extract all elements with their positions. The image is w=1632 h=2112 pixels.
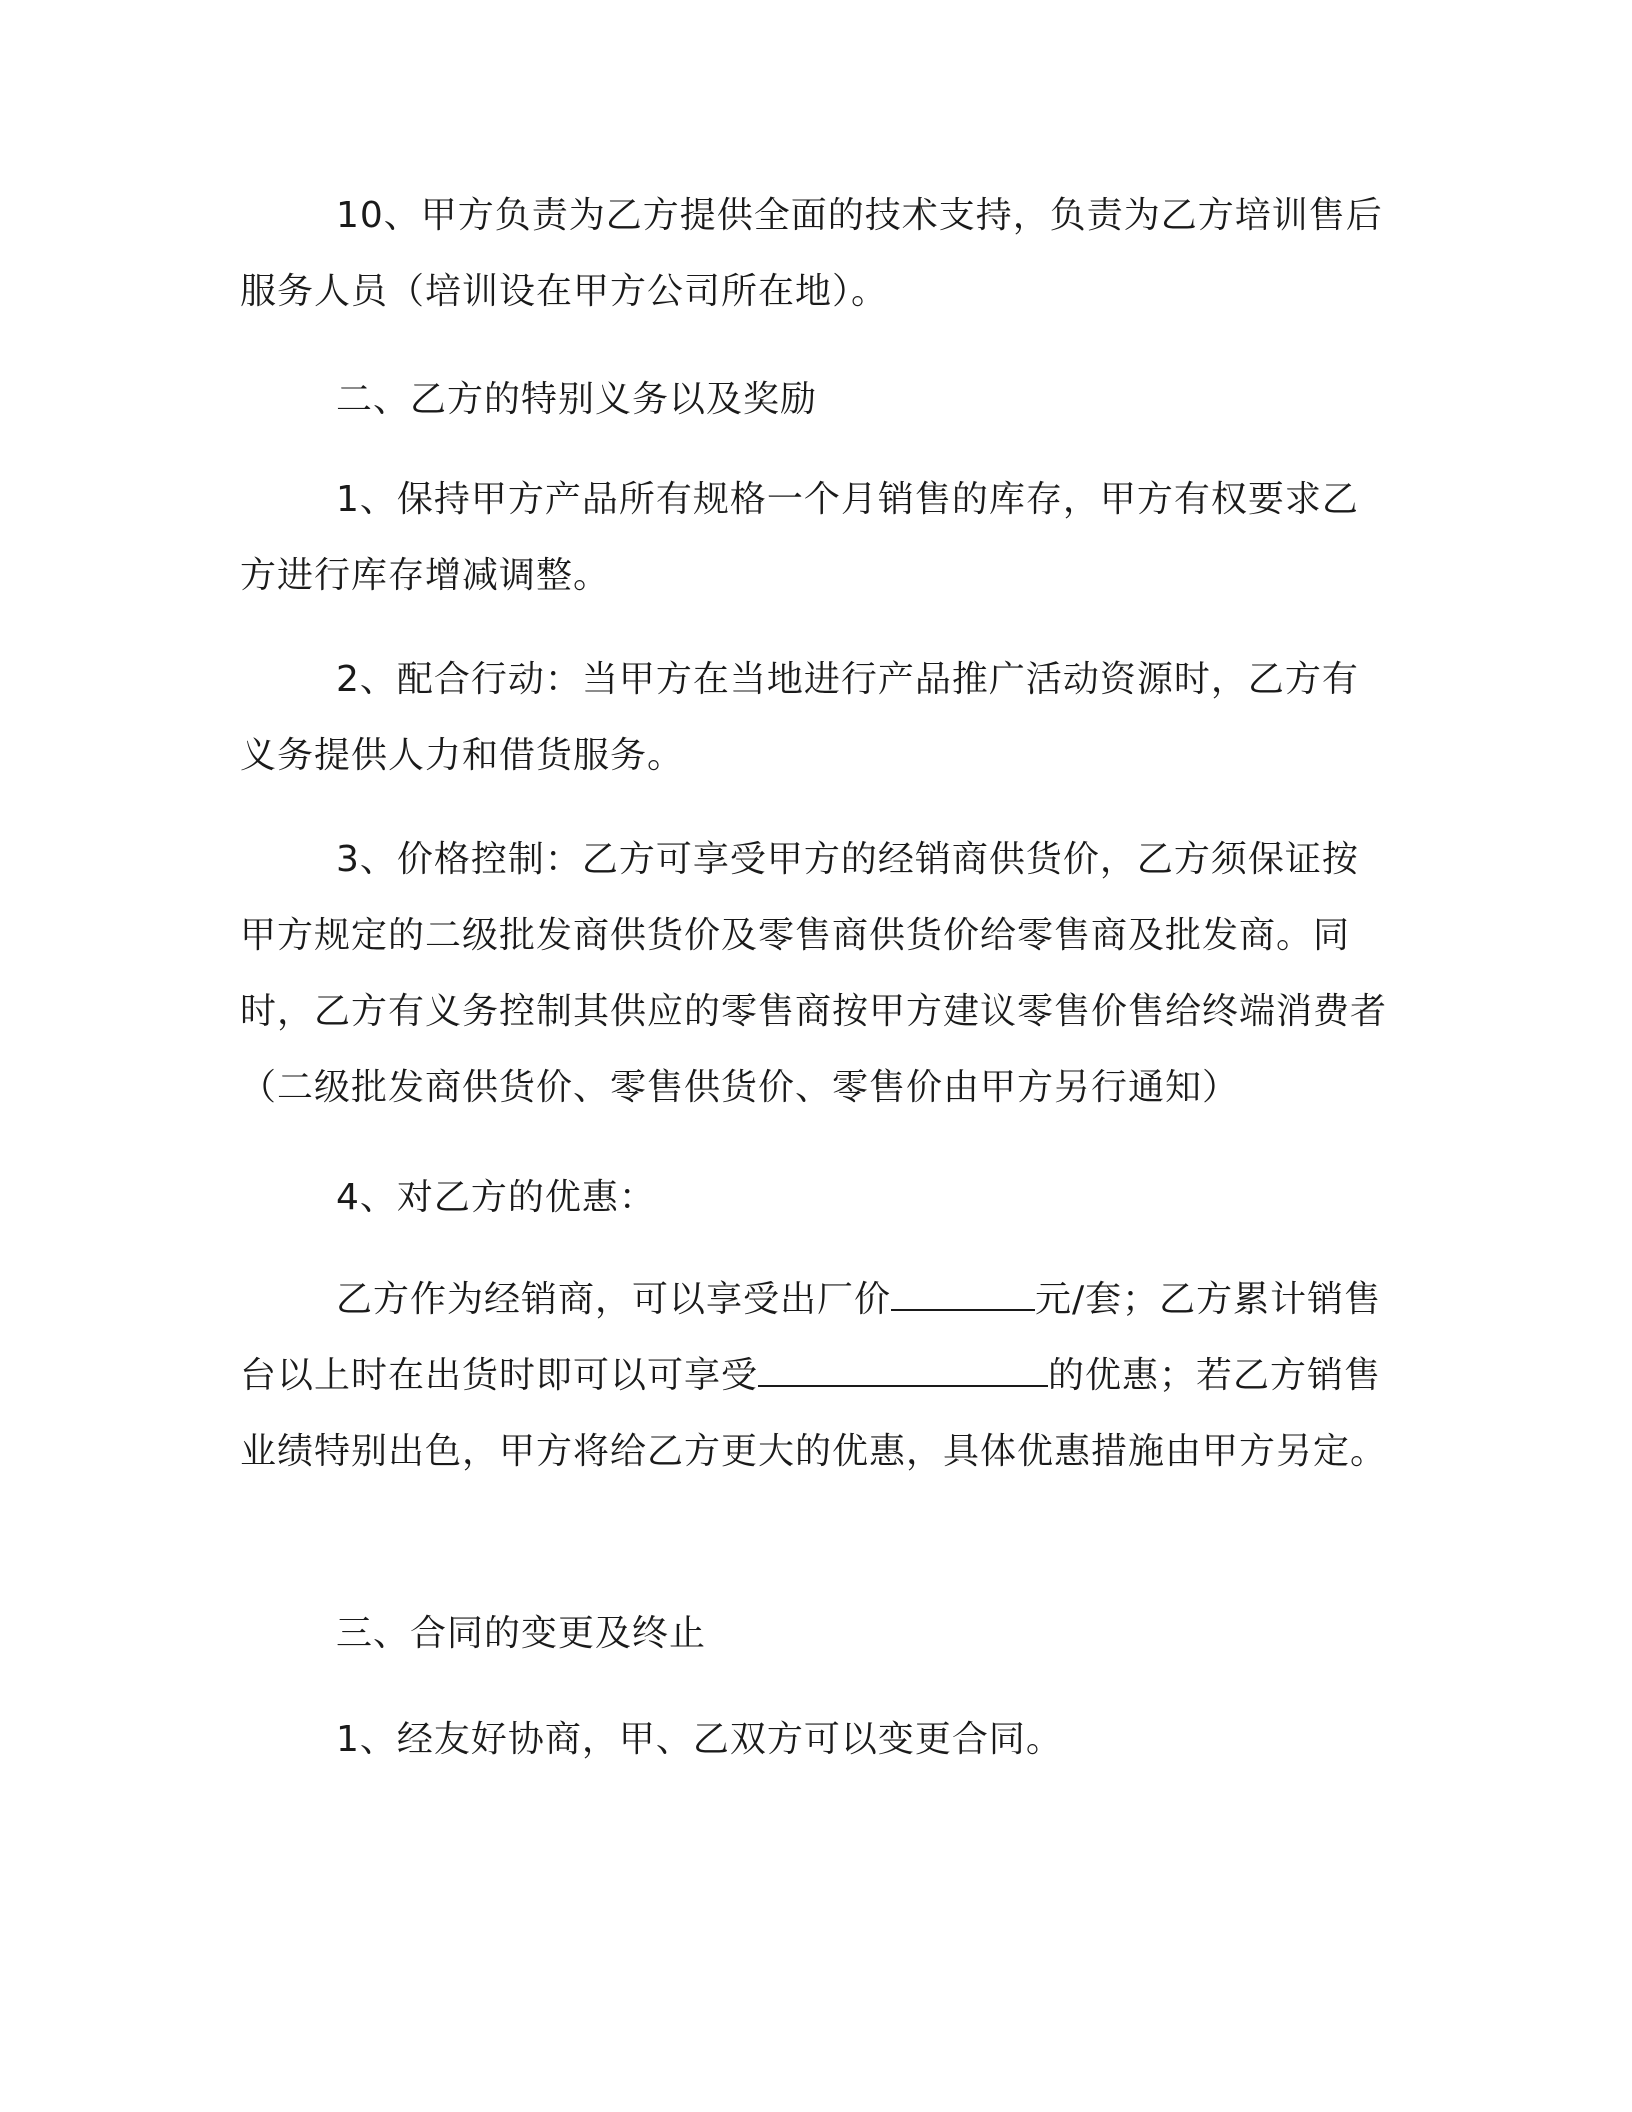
discount-paragraph <box>240 1262 1390 1490</box>
discount-blank <box>758 1355 1048 1387</box>
section-3-item-1: 1、经友好协商，甲、乙双方可以变更合同。 <box>336 1719 1063 1760</box>
section-2-item-4: 4、对乙方的优惠： <box>336 1177 656 1218</box>
discount-text-1: 乙方作为经销商，可以享受出厂价 <box>336 1279 892 1320</box>
discount-text-2: 元/套；乙方累计销售台以上时在出货时即可以可享受 <box>240 1279 1382 1396</box>
section-2-heading: 二、乙方的特别义务以及奖励 <box>336 379 818 420</box>
factory-price-blank <box>891 1279 1035 1311</box>
discount-text-3: 的优惠；若乙方销售业绩特别出色，甲方将给乙方更大的优惠，具体优惠措施由甲方另定。 <box>240 1355 1388 1472</box>
paragraph-item-10: 10、甲方负责为乙方提供全面的技术支持，负责为乙方培训售后服务人员（培训设在甲方公司所在地）。 <box>240 195 1383 312</box>
section-2-item-1: 1、保持甲方产品所有规格一个月销售的库存，甲方有权要求乙方进行库存增减调整。 <box>240 479 1359 596</box>
section-2-item-2: 2、配合行动：当甲方在当地进行产品推广活动资源时，乙方有义务提供人力和借货服务。 <box>240 659 1359 776</box>
section-2-item-3: 3、价格控制：乙方可享受甲方的经销商供货价，乙方须保证按甲方规定的二级批发商供货价及零售商供货价给零售商及批发商。同时，乙方有义务控制其供应的零售商按甲方建议零售价售给终端消费者（二级批发商供货价、零售供货价、零售价由甲方另行通知） <box>240 839 1388 1108</box>
section-3-heading: 三、合同的变更及终止 <box>336 1613 707 1654</box>
